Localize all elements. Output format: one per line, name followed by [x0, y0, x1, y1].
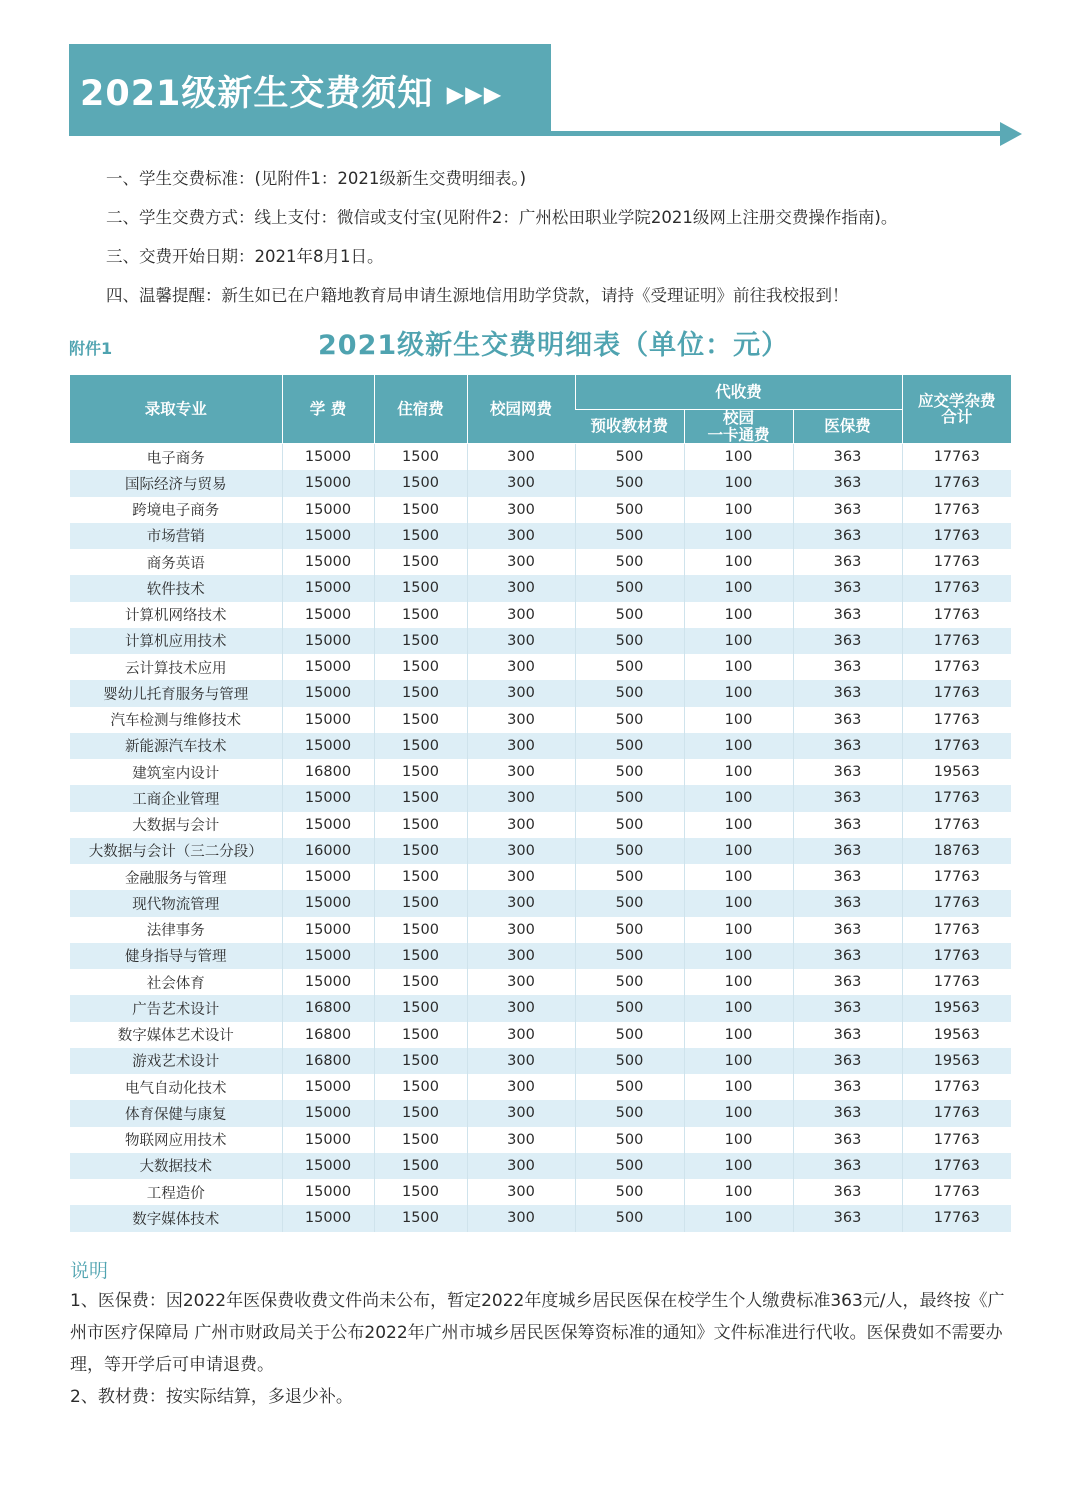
- cell-dorm: 1500: [374, 654, 467, 680]
- cell-insurance: 363: [793, 1153, 902, 1179]
- cell-campus-card: 100: [684, 444, 793, 471]
- cell-network: 300: [467, 943, 575, 969]
- cell-network: 300: [467, 1205, 575, 1231]
- cell-total: 17763: [902, 733, 1011, 759]
- cell-total: 17763: [902, 864, 1011, 890]
- cell-campus-card: 100: [684, 1205, 793, 1231]
- cell-total: 17763: [902, 575, 1011, 601]
- cell-campus-card: 100: [684, 785, 793, 811]
- attachment-label: 附件1: [69, 339, 113, 358]
- cell-major: 大数据与会计: [70, 812, 282, 838]
- table-row: [70, 470, 1011, 496]
- cell-major: 新能源汽车技术: [70, 733, 282, 759]
- cell-dorm: 1500: [374, 602, 467, 628]
- cell-textbook: 500: [575, 549, 684, 575]
- table-row: [70, 707, 1011, 733]
- table-row: [70, 1022, 1011, 1048]
- cell-tuition: 15000: [282, 733, 374, 759]
- cell-total: 19563: [902, 759, 1011, 785]
- cell-network: 300: [467, 733, 575, 759]
- cell-textbook: 500: [575, 523, 684, 549]
- cell-insurance: 363: [793, 654, 902, 680]
- table-row: [70, 917, 1011, 943]
- cell-textbook: 500: [575, 812, 684, 838]
- cell-tuition: 15000: [282, 549, 374, 575]
- cell-network: 300: [467, 470, 575, 496]
- cell-network: 300: [467, 444, 575, 471]
- cell-major: 社会体育: [70, 969, 282, 995]
- notice-item: 二、学生交费方式：线上支付：微信或支付宝(见附件2：广州松田职业学院2021级网上注册交费操作指南)。: [106, 208, 898, 227]
- cell-textbook: 500: [575, 1127, 684, 1153]
- cell-total: 17763: [902, 943, 1011, 969]
- cell-dorm: 1500: [374, 812, 467, 838]
- cell-insurance: 363: [793, 969, 902, 995]
- table-row: [70, 759, 1011, 785]
- cell-dorm: 1500: [374, 1205, 467, 1231]
- cell-insurance: 363: [793, 628, 902, 654]
- cell-campus-card: 100: [684, 497, 793, 523]
- cell-network: 300: [467, 575, 575, 601]
- cell-dorm: 1500: [374, 680, 467, 706]
- notes-heading: 说明: [70, 1260, 109, 1282]
- cell-campus-card: 100: [684, 1074, 793, 1100]
- table-row: [70, 1074, 1011, 1100]
- cell-campus-card: 100: [684, 707, 793, 733]
- cell-major: 体育保健与康复: [70, 1100, 282, 1126]
- cell-dorm: 1500: [374, 1127, 467, 1153]
- header-total-line2: 合计: [941, 408, 973, 426]
- cell-major: 数字媒体艺术设计: [70, 1022, 282, 1048]
- cell-campus-card: 100: [684, 549, 793, 575]
- table-row: [70, 1048, 1011, 1074]
- cell-network: 300: [467, 1153, 575, 1179]
- cell-major: 建筑室内设计: [70, 759, 282, 785]
- cell-major: 商务英语: [70, 549, 282, 575]
- cell-textbook: 500: [575, 890, 684, 916]
- cell-major: 软件技术: [70, 575, 282, 601]
- table-title: 2021级新生交费明细表（单位：元）: [318, 330, 790, 361]
- cell-insurance: 363: [793, 812, 902, 838]
- cell-major: 数字媒体技术: [70, 1205, 282, 1231]
- cell-total: 18763: [902, 838, 1011, 864]
- cell-total: 17763: [902, 890, 1011, 916]
- cell-tuition: 15000: [282, 785, 374, 811]
- table-row: [70, 523, 1011, 549]
- cell-textbook: 500: [575, 943, 684, 969]
- cell-tuition: 16800: [282, 1022, 374, 1048]
- cell-total: 19563: [902, 1022, 1011, 1048]
- cell-campus-card: 100: [684, 1127, 793, 1153]
- header-card-line1: 校园: [722, 409, 754, 428]
- cell-campus-card: 100: [684, 680, 793, 706]
- cell-total: 17763: [902, 444, 1011, 471]
- cell-campus-card: 100: [684, 890, 793, 916]
- cell-tuition: 15000: [282, 917, 374, 943]
- cell-tuition: 15000: [282, 969, 374, 995]
- header-total-line1: 应交学杂费: [918, 391, 996, 410]
- cell-textbook: 500: [575, 707, 684, 733]
- cell-insurance: 363: [793, 890, 902, 916]
- cell-total: 19563: [902, 1048, 1011, 1074]
- cell-insurance: 363: [793, 497, 902, 523]
- cell-textbook: 500: [575, 1179, 684, 1205]
- cell-insurance: 363: [793, 838, 902, 864]
- cell-tuition: 15000: [282, 943, 374, 969]
- cell-insurance: 363: [793, 470, 902, 496]
- cell-major: 云计算技术应用: [70, 654, 282, 680]
- cell-network: 300: [467, 890, 575, 916]
- cell-network: 300: [467, 995, 575, 1021]
- cell-total: 19563: [902, 995, 1011, 1021]
- table-row: [70, 943, 1011, 969]
- table-row: [70, 995, 1011, 1021]
- cell-insurance: 363: [793, 707, 902, 733]
- table-row: [70, 444, 1011, 471]
- header-tuition: 学 费: [282, 375, 374, 444]
- cell-tuition: 15000: [282, 444, 374, 471]
- cell-tuition: 15000: [282, 890, 374, 916]
- cell-network: 300: [467, 1127, 575, 1153]
- cell-dorm: 1500: [374, 943, 467, 969]
- cell-textbook: 500: [575, 838, 684, 864]
- cell-campus-card: 100: [684, 654, 793, 680]
- cell-network: 300: [467, 917, 575, 943]
- cell-total: 17763: [902, 602, 1011, 628]
- cell-insurance: 363: [793, 1074, 902, 1100]
- cell-textbook: 500: [575, 1048, 684, 1074]
- fee-table: [70, 375, 1011, 1232]
- page-title: 2021级新生交费须知 ▸▸▸: [80, 74, 503, 114]
- cell-dorm: 1500: [374, 1153, 467, 1179]
- cell-insurance: 363: [793, 785, 902, 811]
- cell-campus-card: 100: [684, 1022, 793, 1048]
- cell-tuition: 15000: [282, 680, 374, 706]
- cell-major: 现代物流管理: [70, 890, 282, 916]
- cell-textbook: 500: [575, 733, 684, 759]
- table-row: [70, 654, 1011, 680]
- cell-textbook: 500: [575, 1153, 684, 1179]
- cell-campus-card: 100: [684, 969, 793, 995]
- cell-network: 300: [467, 1048, 575, 1074]
- cell-tuition: 15000: [282, 707, 374, 733]
- table-row: [70, 1153, 1011, 1179]
- header-agency-fees: 代收费: [575, 375, 902, 410]
- notice-item: 三、交费开始日期：2021年8月1日。: [106, 247, 384, 266]
- cell-network: 300: [467, 549, 575, 575]
- cell-tuition: 15000: [282, 470, 374, 496]
- cell-total: 17763: [902, 654, 1011, 680]
- cell-textbook: 500: [575, 470, 684, 496]
- cell-major: 法律事务: [70, 917, 282, 943]
- cell-textbook: 500: [575, 969, 684, 995]
- cell-total: 17763: [902, 1205, 1011, 1231]
- cell-campus-card: 100: [684, 1153, 793, 1179]
- header-total: [902, 375, 1011, 444]
- table-row: [70, 628, 1011, 654]
- cell-tuition: 16800: [282, 1048, 374, 1074]
- cell-dorm: 1500: [374, 497, 467, 523]
- cell-insurance: 363: [793, 1022, 902, 1048]
- cell-insurance: 363: [793, 575, 902, 601]
- cell-insurance: 363: [793, 602, 902, 628]
- cell-major: 市场营销: [70, 523, 282, 549]
- arrow-right-icon: [1000, 122, 1022, 146]
- cell-tuition: 15000: [282, 497, 374, 523]
- cell-dorm: 1500: [374, 549, 467, 575]
- cell-tuition: 16800: [282, 995, 374, 1021]
- cell-total: 17763: [902, 917, 1011, 943]
- cell-insurance: 363: [793, 444, 902, 471]
- cell-tuition: 15000: [282, 1074, 374, 1100]
- cell-total: 17763: [902, 969, 1011, 995]
- cell-campus-card: 100: [684, 943, 793, 969]
- cell-tuition: 15000: [282, 812, 374, 838]
- cell-insurance: 363: [793, 864, 902, 890]
- cell-total: 17763: [902, 1179, 1011, 1205]
- cell-major: 计算机网络技术: [70, 602, 282, 628]
- cell-dorm: 1500: [374, 523, 467, 549]
- cell-major: 大数据与会计（三二分段）: [70, 838, 282, 864]
- cell-tuition: 16800: [282, 759, 374, 785]
- cell-network: 300: [467, 654, 575, 680]
- cell-tuition: 15000: [282, 1205, 374, 1231]
- table-row: [70, 1205, 1011, 1231]
- cell-insurance: 363: [793, 759, 902, 785]
- cell-network: 300: [467, 1100, 575, 1126]
- cell-network: 300: [467, 523, 575, 549]
- cell-total: 17763: [902, 707, 1011, 733]
- cell-dorm: 1500: [374, 1022, 467, 1048]
- cell-major: 广告艺术设计: [70, 995, 282, 1021]
- cell-major: 电气自动化技术: [70, 1074, 282, 1100]
- cell-dorm: 1500: [374, 1179, 467, 1205]
- cell-dorm: 1500: [374, 444, 467, 471]
- cell-total: 17763: [902, 785, 1011, 811]
- cell-textbook: 500: [575, 1100, 684, 1126]
- cell-network: 300: [467, 812, 575, 838]
- cell-campus-card: 100: [684, 602, 793, 628]
- table-row: [70, 680, 1011, 706]
- header-dorm: 住宿费: [374, 375, 467, 444]
- cell-major: 物联网应用技术: [70, 1127, 282, 1153]
- cell-insurance: 363: [793, 1127, 902, 1153]
- cell-textbook: 500: [575, 1074, 684, 1100]
- cell-major: 金融服务与管理: [70, 864, 282, 890]
- header-major: 录取专业: [70, 375, 282, 444]
- cell-major: 游戏艺术设计: [70, 1048, 282, 1074]
- cell-campus-card: 100: [684, 628, 793, 654]
- cell-dorm: 1500: [374, 917, 467, 943]
- cell-insurance: 363: [793, 1048, 902, 1074]
- table-row: [70, 890, 1011, 916]
- cell-insurance: 363: [793, 943, 902, 969]
- cell-textbook: 500: [575, 1022, 684, 1048]
- notice-item: 四、温馨提醒：新生如已在户籍地教育局申请生源地信用助学贷款，请持《受理证明》前往我校报到！: [106, 286, 849, 305]
- cell-dorm: 1500: [374, 707, 467, 733]
- cell-tuition: 15000: [282, 654, 374, 680]
- header-insurance: 医保费: [793, 410, 902, 444]
- cell-major: 跨境电子商务: [70, 497, 282, 523]
- cell-insurance: 363: [793, 523, 902, 549]
- cell-campus-card: 100: [684, 1100, 793, 1126]
- cell-campus-card: 100: [684, 917, 793, 943]
- fee-table-body: [70, 444, 1011, 1232]
- cell-campus-card: 100: [684, 523, 793, 549]
- cell-textbook: 500: [575, 628, 684, 654]
- cell-major: 工程造价: [70, 1179, 282, 1205]
- cell-network: 300: [467, 1179, 575, 1205]
- note-item: 2、教材费：按实际结算，多退少补。: [70, 1387, 353, 1407]
- cell-insurance: 363: [793, 1205, 902, 1231]
- cell-dorm: 1500: [374, 470, 467, 496]
- table-row: [70, 549, 1011, 575]
- cell-insurance: 363: [793, 995, 902, 1021]
- cell-tuition: 15000: [282, 1100, 374, 1126]
- cell-dorm: 1500: [374, 733, 467, 759]
- cell-major: 电子商务: [70, 444, 282, 471]
- cell-campus-card: 100: [684, 838, 793, 864]
- cell-network: 300: [467, 602, 575, 628]
- cell-total: 17763: [902, 628, 1011, 654]
- cell-textbook: 500: [575, 864, 684, 890]
- header-network: 校园网费: [467, 375, 575, 444]
- cell-tuition: 15000: [282, 1153, 374, 1179]
- cell-tuition: 15000: [282, 602, 374, 628]
- cell-dorm: 1500: [374, 628, 467, 654]
- notice-item: 一、学生交费标准：(见附件1：2021级新生交费明细表。): [106, 169, 527, 188]
- header-campus-card: [684, 410, 793, 444]
- cell-campus-card: 100: [684, 470, 793, 496]
- cell-insurance: 363: [793, 733, 902, 759]
- cell-textbook: 500: [575, 602, 684, 628]
- table-row: [70, 733, 1011, 759]
- cell-total: 17763: [902, 812, 1011, 838]
- cell-total: 17763: [902, 1153, 1011, 1179]
- cell-network: 300: [467, 759, 575, 785]
- note-item: 1、医保费：因2022年医保费收费文件尚未公布，暂定2022年度城乡居民医保在校学生个人缴费标准363元/人，最终按《广州市医疗保障局 广州市财政局关于公布2022年广州市城乡居民医保筹资标准的通知》文件标准进行代收。医保费如不需要办理，等开学后可申请退费。: [70, 1291, 1005, 1375]
- cell-tuition: 16000: [282, 838, 374, 864]
- cell-total: 17763: [902, 680, 1011, 706]
- cell-textbook: 500: [575, 444, 684, 471]
- cell-dorm: 1500: [374, 1074, 467, 1100]
- header-card-line2: 一卡通费: [707, 425, 770, 444]
- cell-campus-card: 100: [684, 864, 793, 890]
- cell-dorm: 1500: [374, 969, 467, 995]
- cell-major: 国际经济与贸易: [70, 470, 282, 496]
- cell-dorm: 1500: [374, 1048, 467, 1074]
- table-row: [70, 575, 1011, 601]
- cell-network: 300: [467, 1074, 575, 1100]
- table-row: [70, 864, 1011, 890]
- cell-total: 17763: [902, 470, 1011, 496]
- cell-dorm: 1500: [374, 890, 467, 916]
- cell-dorm: 1500: [374, 1100, 467, 1126]
- cell-network: 300: [467, 1022, 575, 1048]
- table-row: [70, 969, 1011, 995]
- cell-insurance: 363: [793, 1100, 902, 1126]
- cell-dorm: 1500: [374, 864, 467, 890]
- cell-textbook: 500: [575, 654, 684, 680]
- cell-textbook: 500: [575, 917, 684, 943]
- cell-network: 300: [467, 680, 575, 706]
- table-row: [70, 785, 1011, 811]
- header-underline: [551, 131, 1003, 136]
- cell-network: 300: [467, 838, 575, 864]
- cell-total: 17763: [902, 1074, 1011, 1100]
- cell-total: 17763: [902, 497, 1011, 523]
- cell-major: 大数据技术: [70, 1153, 282, 1179]
- table-row: [70, 1100, 1011, 1126]
- cell-dorm: 1500: [374, 759, 467, 785]
- header-textbook: 预收教材费: [575, 410, 684, 444]
- cell-network: 300: [467, 864, 575, 890]
- cell-campus-card: 100: [684, 995, 793, 1021]
- cell-tuition: 15000: [282, 1127, 374, 1153]
- cell-major: 工商企业管理: [70, 785, 282, 811]
- cell-major: 计算机应用技术: [70, 628, 282, 654]
- cell-dorm: 1500: [374, 785, 467, 811]
- cell-tuition: 15000: [282, 1179, 374, 1205]
- cell-campus-card: 100: [684, 759, 793, 785]
- cell-total: 17763: [902, 1100, 1011, 1126]
- cell-major: 汽车检测与维修技术: [70, 707, 282, 733]
- cell-campus-card: 100: [684, 575, 793, 601]
- cell-major: 婴幼儿托育服务与管理: [70, 680, 282, 706]
- table-row: [70, 497, 1011, 523]
- cell-campus-card: 100: [684, 1048, 793, 1074]
- table-row: [70, 838, 1011, 864]
- cell-dorm: 1500: [374, 575, 467, 601]
- cell-tuition: 15000: [282, 575, 374, 601]
- cell-textbook: 500: [575, 575, 684, 601]
- table-row: [70, 1127, 1011, 1153]
- cell-network: 300: [467, 785, 575, 811]
- cell-textbook: 500: [575, 497, 684, 523]
- cell-campus-card: 100: [684, 812, 793, 838]
- cell-insurance: 363: [793, 1179, 902, 1205]
- table-row: [70, 1179, 1011, 1205]
- cell-major: 健身指导与管理: [70, 943, 282, 969]
- cell-tuition: 15000: [282, 628, 374, 654]
- cell-textbook: 500: [575, 995, 684, 1021]
- cell-total: 17763: [902, 523, 1011, 549]
- cell-total: 17763: [902, 549, 1011, 575]
- cell-campus-card: 100: [684, 1179, 793, 1205]
- cell-insurance: 363: [793, 917, 902, 943]
- cell-dorm: 1500: [374, 838, 467, 864]
- cell-textbook: 500: [575, 759, 684, 785]
- cell-tuition: 15000: [282, 864, 374, 890]
- cell-network: 300: [467, 497, 575, 523]
- table-row: [70, 602, 1011, 628]
- table-row: [70, 812, 1011, 838]
- cell-network: 300: [467, 969, 575, 995]
- cell-textbook: 500: [575, 680, 684, 706]
- cell-insurance: 363: [793, 680, 902, 706]
- cell-network: 300: [467, 628, 575, 654]
- cell-network: 300: [467, 707, 575, 733]
- cell-campus-card: 100: [684, 733, 793, 759]
- cell-tuition: 15000: [282, 523, 374, 549]
- cell-total: 17763: [902, 1127, 1011, 1153]
- cell-textbook: 500: [575, 1205, 684, 1231]
- cell-textbook: 500: [575, 785, 684, 811]
- cell-dorm: 1500: [374, 995, 467, 1021]
- cell-insurance: 363: [793, 549, 902, 575]
